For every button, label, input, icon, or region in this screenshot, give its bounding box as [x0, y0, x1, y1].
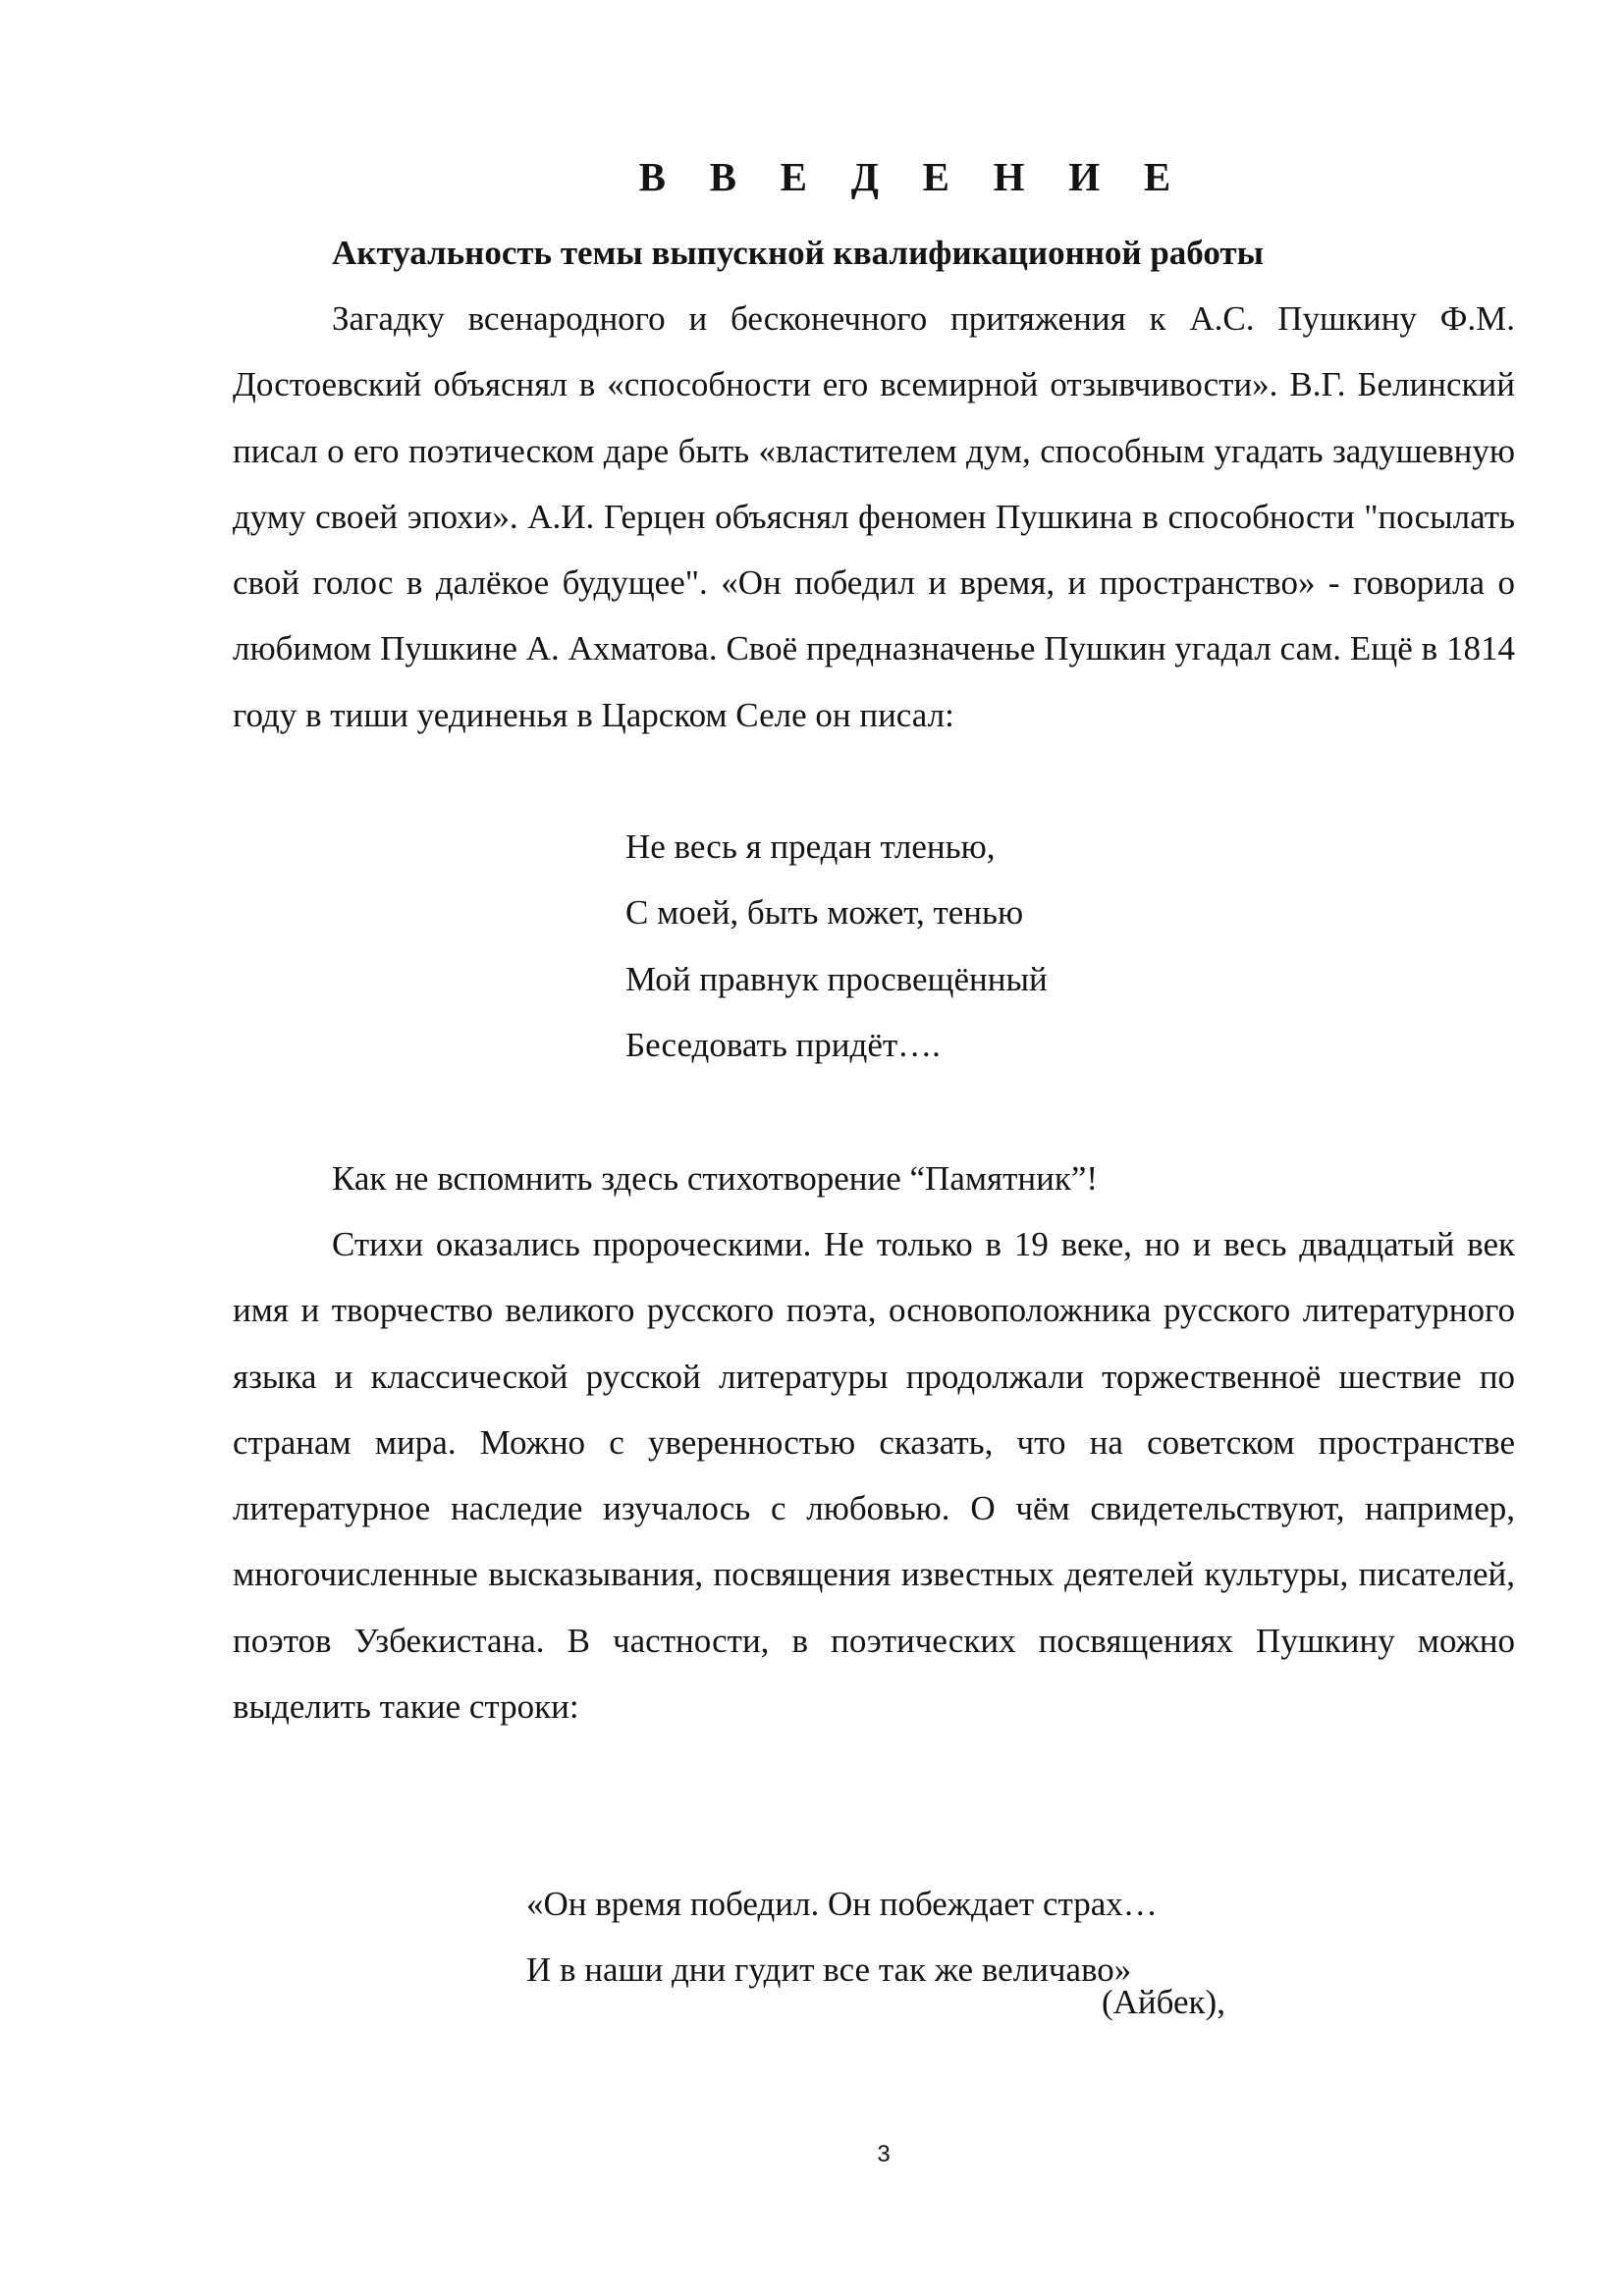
paragraph-prophetic: Стихи оказались пророческими. Не только в 19 веке, но и весь двадцатый век имя и творчество великого русского поэта, основоположника русского литературного языка и классической русской литературы продолжали торжественноё шествие по странам мира. Можно с уверенностью сказать, что на советском пространстве литературное наследие изучалось с любовью. О чём свидетельствуют, например, многочисленные высказывания, посвящения известных деятелей культуры, писателей, поэтов Узбекистана. В частности, в поэтических посвящениях Пушкину можно выделить такие строки: — [233, 1225, 1515, 1727]
section-subtitle: Актуальность темы выпускной квалификационной работы — [332, 234, 1264, 272]
page-number: 3 — [877, 2141, 891, 2167]
poem-line: Не весь я предан тленью, — [625, 828, 996, 866]
poem-line: «Он время победил. Он побеждает страх… — [526, 1885, 1158, 1923]
poem-line: И в наши дни гудит все так же величаво» — [526, 1950, 1132, 1990]
poem-quote-aybek — [526, 1871, 1158, 2003]
poem-line: Мой правнук просвещённый — [625, 959, 1048, 998]
paragraph-intro: Загадку всенародного и бесконечного притяжения к А.С. Пушкину Ф.М. Достоевский объяснял в «способности его всемирной отзывчивости». В.Г. Белинский писал о его поэтическом даре быть «властителем дум, способным угадать задушевную думу своей эпохи». А.И. Герцен объяснял феномен Пушкина в способности "посылать свой голос в далёкое будущее". «Он победил и время, и пространство» - говорила о любимом Пушкине А. Ахматова. Своё предназначенье Пушкин угадал сам. Ещё в 1814 году в тиши уединенья в Царском Селе он писал: — [233, 299, 1515, 734]
page-title: В В Е Д Е Н И Е — [638, 154, 1188, 199]
poem-line: С моей, быть может, тенью — [625, 893, 1024, 933]
poem-quote-pushkin — [625, 814, 1048, 1078]
poem-line: Беседовать придёт…. — [625, 1025, 941, 1064]
quote-attribution: (Айбек), — [1102, 1983, 1225, 2021]
paragraph-pamyatnik: Как не вспомнить здесь стихотворение “Памятник”! — [332, 1159, 1099, 1198]
